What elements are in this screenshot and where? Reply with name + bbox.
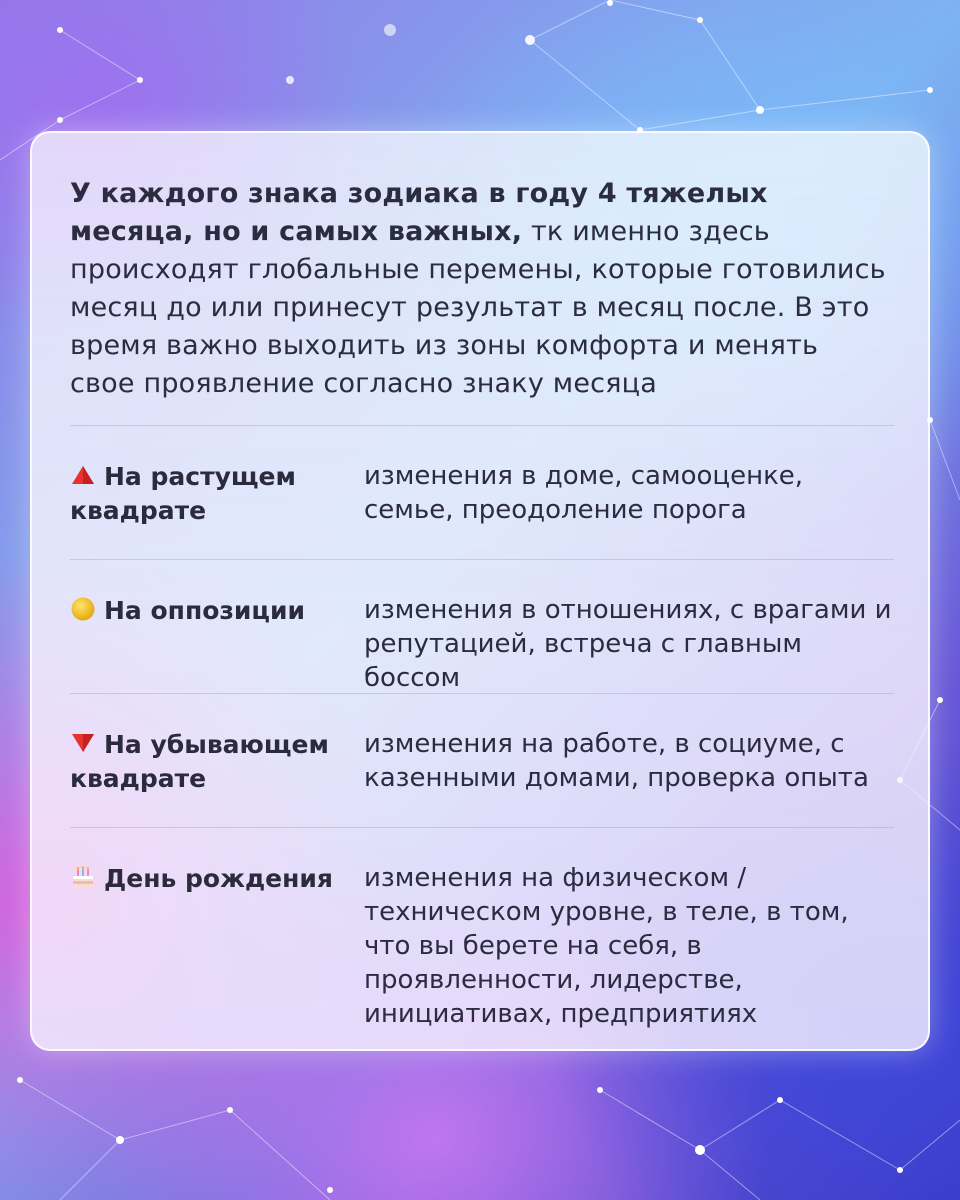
table-row: [70, 693, 894, 827]
row-label-text: На растущем квадрате: [70, 462, 296, 525]
row-description: изменения в доме, самооценке, семье, преодоление порога: [364, 461, 804, 525]
row-label: [70, 862, 360, 896]
row-description: изменения на работе, в социуме, с казенными домами, проверка опыта: [364, 729, 869, 793]
yellow-circle-icon: [70, 596, 96, 622]
table-row: [70, 425, 894, 559]
row-label-text: На оппозиции: [104, 596, 306, 625]
row-label: [70, 460, 360, 528]
row-description: изменения в отношениях, с врагами и репутацией, встреча с главным боссом: [364, 595, 892, 693]
row-label-text: На убывающем квадрате: [70, 730, 329, 793]
table-row: [70, 827, 894, 1027]
row-label: [70, 594, 360, 628]
birthday-cake-icon: [70, 864, 96, 890]
intro-bold-text: У каждого знака зодиака в году 4 тяжелых месяца, но и самых важных,: [70, 178, 768, 247]
red-triangle-up-icon: [70, 462, 96, 488]
row-description: изменения на физическом / техническом уровне, в теле, в том, что вы берете на себя, в проявленности, лидерстве, инициативах, предприятиях: [364, 863, 849, 1029]
table-row: [70, 559, 894, 693]
row-label-text: День рождения: [104, 864, 333, 893]
row-label: [70, 728, 360, 796]
info-card: [30, 131, 930, 1051]
transits-table: [70, 425, 894, 1027]
intro-regular-text: тк именно здесь происходят глобальные перемены, которые готовились месяц до или принесут результат в месяц после. В это время важно выходить из зоны комфорта и менять свое проявление согласно знаку месяца: [70, 216, 886, 399]
intro-paragraph: [70, 175, 890, 403]
red-triangle-down-icon: [70, 730, 96, 756]
